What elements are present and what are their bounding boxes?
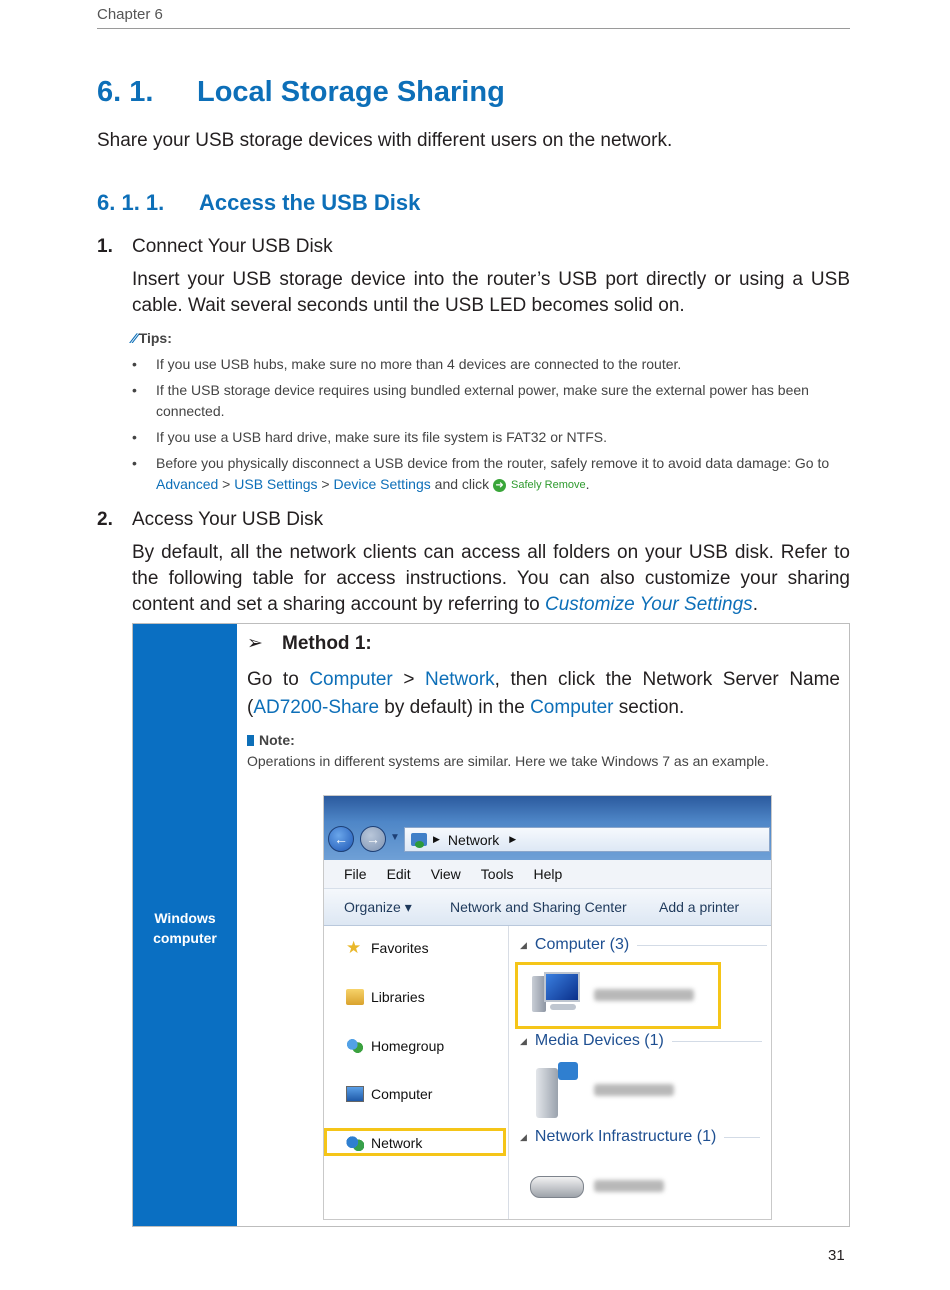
collapse-triangle-icon: ◢ [520, 1035, 527, 1046]
tip-end: . [585, 476, 590, 492]
tip-prefix: Before you physically disconnect a USB device from the router, safely remove it to avoid data damage: Go to [156, 455, 830, 471]
media-device-icon[interactable] [536, 1062, 580, 1118]
menu-bar [324, 860, 772, 889]
section-intro: Share your USB storage devices with different users on the network. [97, 130, 673, 151]
section-number: 6. 1. [97, 76, 154, 108]
share-name-link[interactable]: AD7200-Share [253, 697, 380, 718]
category-divider [724, 1137, 760, 1138]
paperclip-icon: ∕∕ [132, 330, 137, 346]
category-label: Network Infrastructure (1) [534, 1128, 717, 1145]
nav-item-computer[interactable] [346, 1086, 432, 1102]
safely-remove-button[interactable] [493, 475, 586, 496]
bullet: • [132, 455, 137, 471]
explorer-screenshot [323, 795, 772, 1220]
star-icon: ★ [346, 938, 362, 957]
bullet: • [132, 382, 137, 398]
tips-title: Tips: [138, 330, 172, 346]
tip-item [132, 380, 850, 422]
step2-title: Access Your USB Disk [132, 509, 324, 530]
customize-settings-link[interactable]: Customize Your Settings [544, 594, 753, 615]
computer-icon [346, 1086, 364, 1102]
network-sharing-center-button[interactable]: Network and Sharing Center [450, 899, 627, 915]
tip-text: If you use a USB hard drive, make sure its file system is FAT32 or NTFS. [156, 429, 608, 445]
tip-item [132, 453, 850, 496]
nav-label: Libraries [371, 989, 425, 1005]
nav-label: Computer [371, 1086, 433, 1102]
chevron-right-icon: ▶ [433, 834, 440, 844]
tip-item [132, 354, 850, 375]
menu-view[interactable]: View [430, 866, 461, 882]
header-rule [97, 28, 850, 29]
method-title: Method 1: [282, 633, 372, 654]
computer-section-link[interactable]: Computer [530, 697, 614, 718]
menu-help[interactable]: Help [533, 866, 563, 882]
chapter-label: Chapter 6 [97, 6, 163, 23]
subsection-number: 6. 1. 1. [97, 190, 165, 215]
blurred-device-name [594, 989, 694, 1001]
address-bar[interactable] [404, 827, 770, 852]
server-computer-icon[interactable] [532, 970, 582, 1018]
safely-remove-label: Safely Remove [511, 479, 586, 491]
forward-arrow-icon[interactable]: → [360, 826, 386, 852]
bookmark-icon [247, 735, 254, 746]
note-text: Operations in different systems are similar. Here we take Windows 7 as an example. [247, 753, 769, 769]
device-settings-link[interactable]: Device Settings [333, 476, 431, 492]
section-title: Local Storage Sharing [197, 76, 505, 108]
back-arrow-icon[interactable]: ← [328, 826, 354, 852]
add-printer-button[interactable]: Add a printer [659, 899, 740, 915]
table-row-header [133, 624, 237, 1226]
menu-tools[interactable]: Tools [480, 866, 514, 882]
blurred-device-name [594, 1180, 664, 1192]
tip-text: If the USB storage device requires using bundled external power, make sure the external power has been connected. [156, 382, 809, 419]
category-label: Media Devices (1) [534, 1032, 664, 1049]
tips-heading [132, 330, 172, 346]
usb-settings-link[interactable]: USB Settings [234, 476, 318, 492]
computer-link[interactable]: Computer [309, 669, 393, 690]
tip-text: If you use USB hubs, make sure no more than 4 devices are connected to the router. [156, 356, 682, 372]
section-heading [97, 76, 505, 109]
chevron-right-icon: ▶ [509, 834, 517, 844]
path-separator: > [317, 476, 334, 492]
category-media-devices[interactable] [520, 1032, 762, 1050]
arrow-bullet-icon: ➢ [247, 633, 263, 654]
instr-text: by default) in the [379, 697, 531, 718]
tip-and-click: and click [430, 476, 494, 492]
nav-label: Network [371, 1135, 423, 1151]
command-bar [324, 889, 772, 926]
page-number: 31 [828, 1247, 845, 1264]
path-separator: > [218, 476, 235, 492]
collapse-triangle-icon: ◢ [520, 1131, 527, 1142]
nav-label: Homegroup [371, 1038, 445, 1054]
bullet: • [132, 429, 137, 445]
nav-item-favorites[interactable] [346, 940, 429, 956]
category-network-infrastructure[interactable] [520, 1128, 760, 1146]
network-icon [411, 833, 427, 846]
subsection-title: Access the USB Disk [199, 190, 421, 215]
chevron-down-icon[interactable]: ▼ [390, 832, 400, 843]
category-divider [637, 945, 767, 946]
address-text: Network [447, 831, 500, 848]
nav-item-libraries[interactable] [346, 989, 425, 1005]
step1-number: 1. [97, 236, 113, 257]
note-title: Note: [259, 732, 295, 748]
step1-body: Insert your USB storage device into the router’s USB port directly or using a USB cable. Wait several seconds until the USB LED becomes solid on. [132, 269, 850, 316]
network-highlight [324, 1128, 506, 1156]
category-divider [672, 1041, 762, 1042]
instr-text: section. [613, 697, 685, 718]
blurred-device-name [594, 1084, 674, 1096]
organize-button[interactable]: Organize ▾ [344, 899, 412, 915]
category-label: Computer (3) [534, 936, 630, 953]
advanced-link[interactable]: Advanced [156, 476, 219, 492]
step2-body-text: By default, all the network clients can access all folders on your USB disk. Refer to the following table for access instructions. You can also customize your sharing content and set a sharing account by referring to [132, 542, 850, 615]
subsection-heading [97, 190, 420, 216]
menu-edit[interactable]: Edit [386, 866, 411, 882]
library-icon [346, 989, 364, 1005]
homegroup-icon [346, 1038, 364, 1054]
navigation-pane [324, 926, 509, 1220]
router-icon[interactable] [530, 1176, 584, 1198]
tip-item [132, 427, 850, 448]
step1-title: Connect Your USB Disk [132, 236, 333, 257]
collapse-triangle-icon: ◢ [520, 939, 527, 950]
tip-text [156, 453, 850, 496]
method-instructions [247, 666, 840, 722]
nav-label: Favorites [371, 940, 429, 956]
bullet: • [132, 356, 137, 372]
note-heading [247, 732, 295, 748]
instr-text: , then click the Network Server Name ( [247, 669, 840, 718]
arrow-right-icon: ➜ [493, 479, 506, 492]
step2-number: 2. [97, 509, 113, 530]
windows-computer-label: Windows computer [153, 910, 217, 946]
path-separator: > [392, 669, 425, 690]
network-link[interactable]: Network [424, 669, 495, 690]
nav-item-homegroup[interactable] [346, 1038, 444, 1054]
instr-text: Go to [247, 669, 310, 690]
step2-body [132, 540, 850, 618]
category-computer[interactable] [520, 936, 767, 954]
step2-body-end: . [752, 594, 758, 615]
method-heading [247, 632, 372, 655]
menu-file[interactable]: File [344, 866, 367, 882]
